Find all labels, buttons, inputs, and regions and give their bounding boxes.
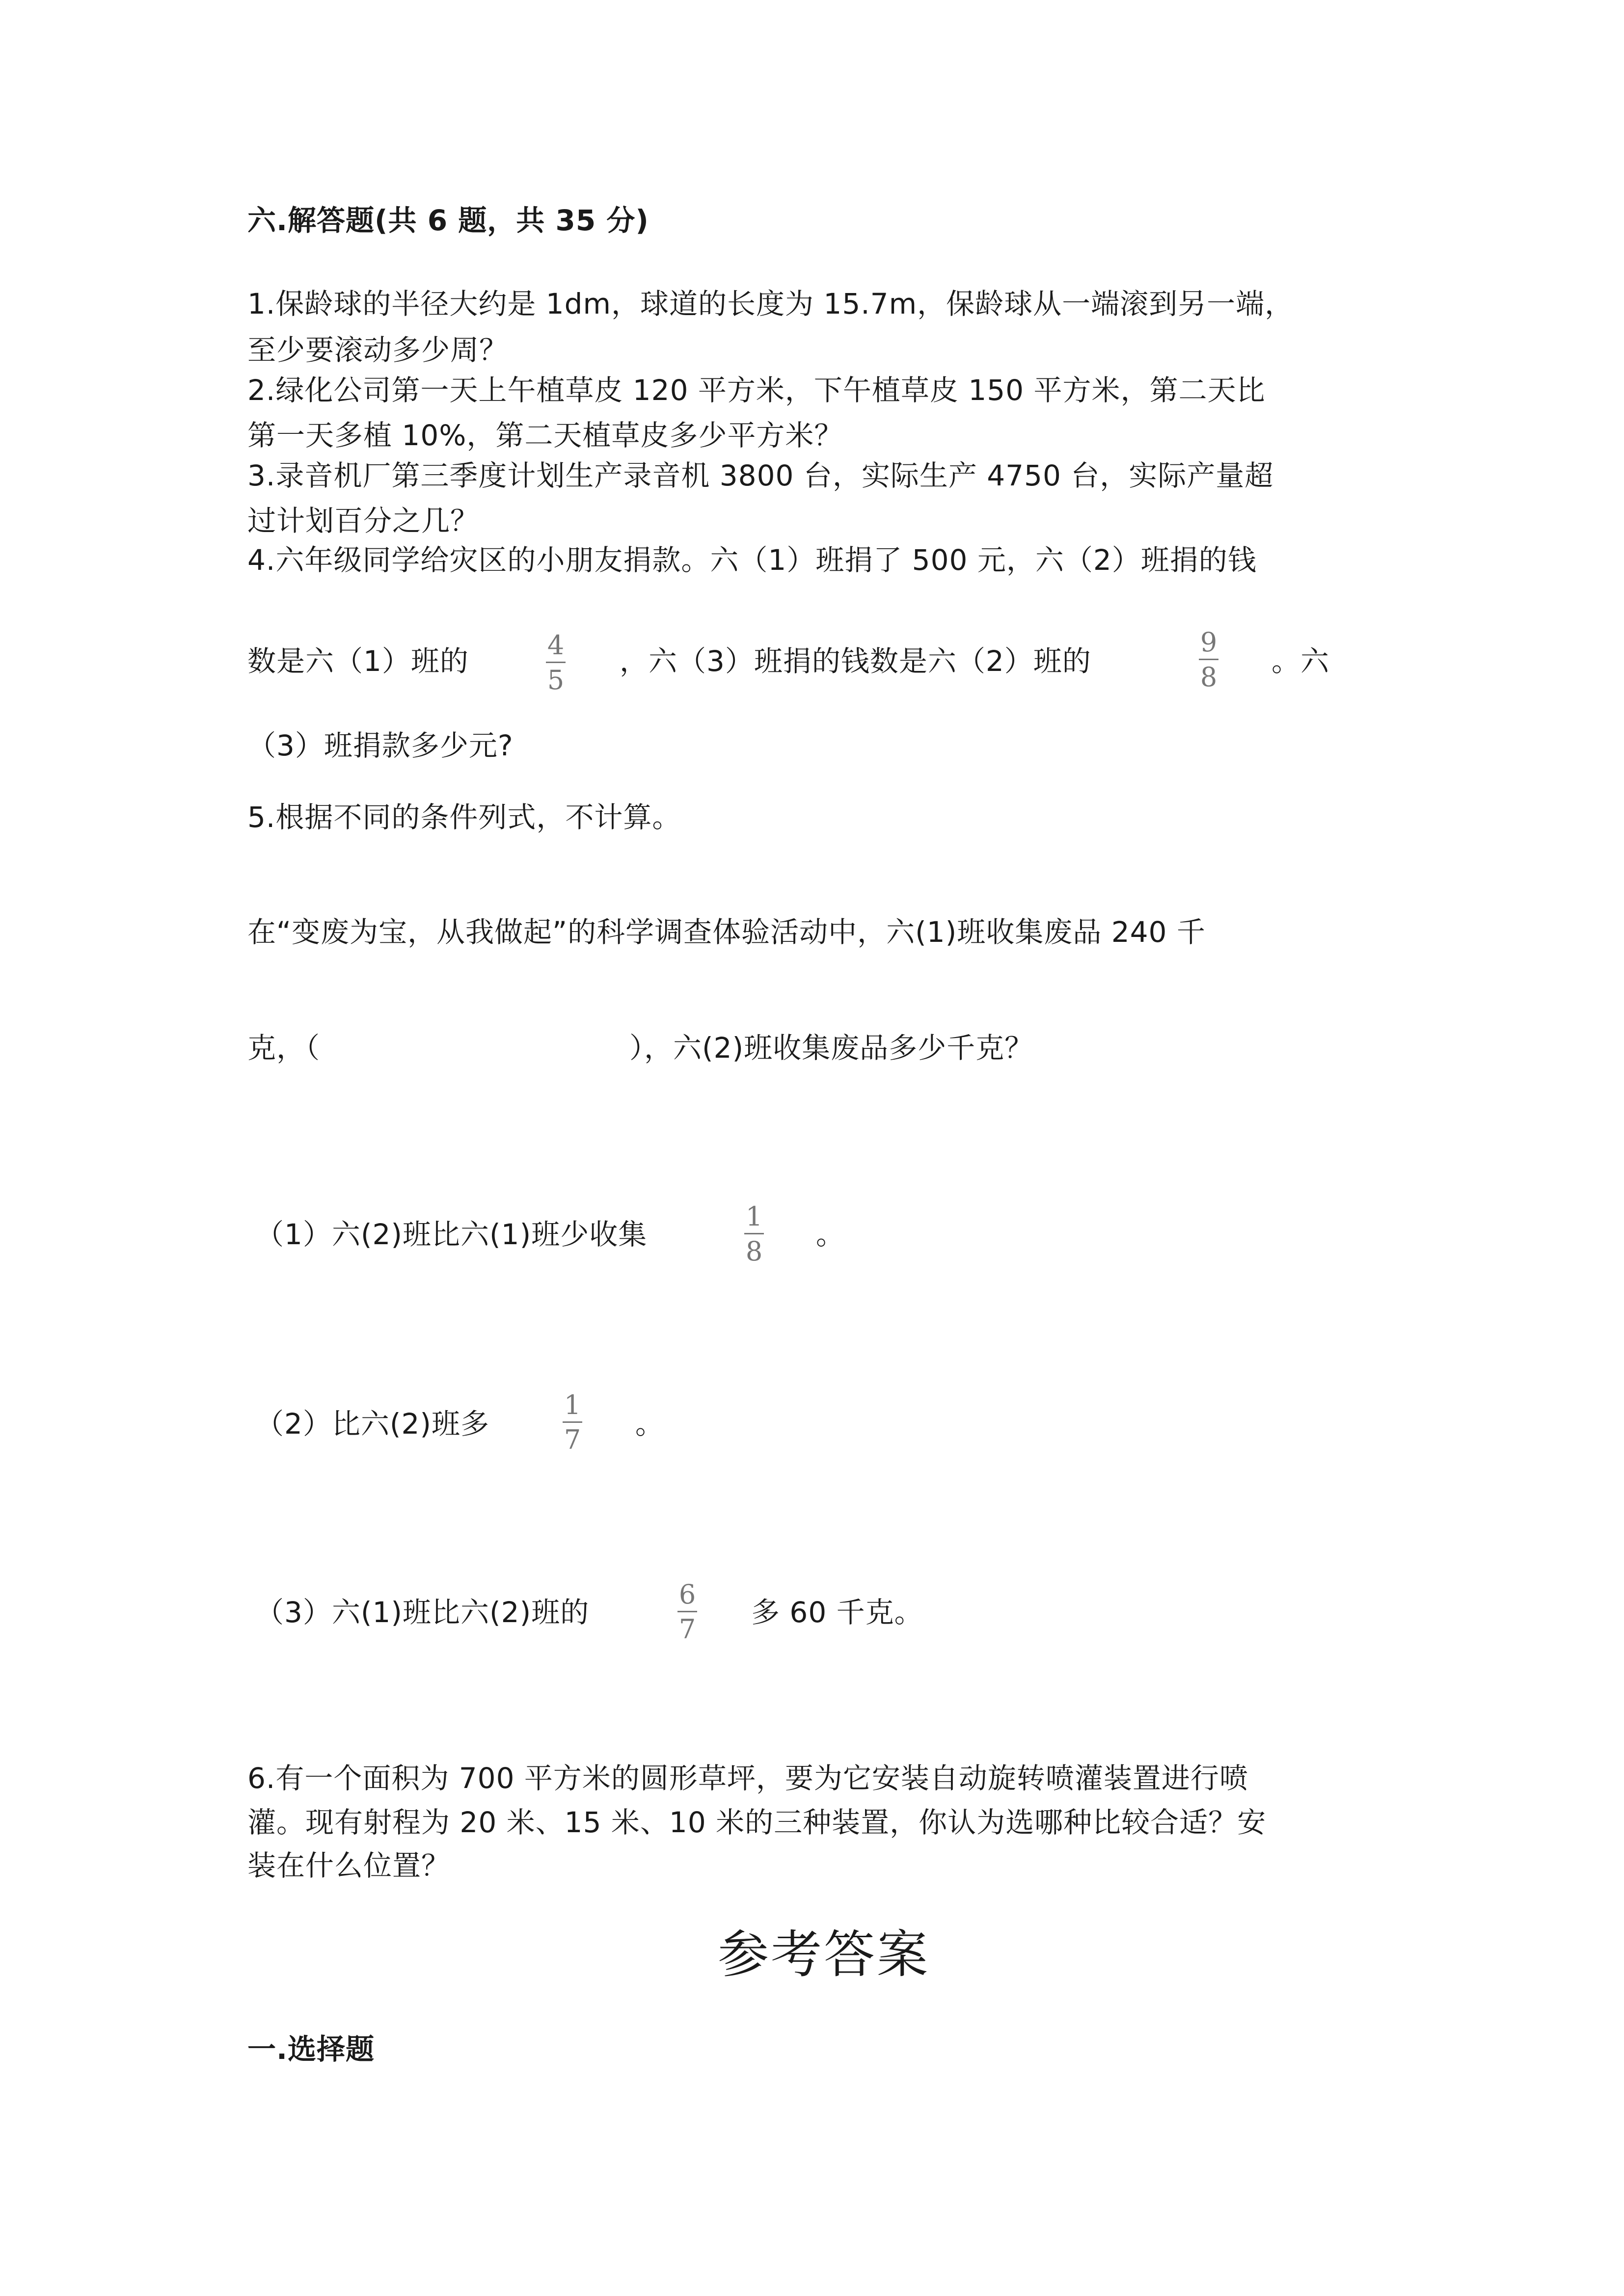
- fraction-denominator: 7: [678, 1614, 696, 1645]
- q4-line-2b: ，六（3）班捐的钱数是六（2）班的: [620, 644, 1091, 678]
- q1-line-1: 1.保龄球的半径大约是 1dm，球道的长度为 15.7m，保龄球从一端滚到另一端，: [247, 287, 1294, 320]
- q5-condition-3-fraction: [672, 1581, 703, 1646]
- q2-line-2: 第一天多植 10%，第二天植草皮多少平方米？: [247, 419, 843, 452]
- fraction-numerator: 6: [678, 1579, 696, 1610]
- q5-line-3a: 克，（: [247, 1031, 321, 1065]
- fraction-bar: [563, 1421, 582, 1423]
- q5-condition-1-end: 。: [816, 1218, 845, 1251]
- q6-line-3: 装在什么位置？: [247, 1849, 451, 1882]
- q5-condition-2-end: 。: [635, 1407, 665, 1441]
- q4-line-1: 4.六年级同学给灾区的小朋友捐款。六（1）班捐了 500 元，六（2）班捐的钱: [247, 543, 1257, 577]
- q4-fraction-4-5: [540, 632, 571, 696]
- fraction-bar: [546, 662, 566, 663]
- q3-line-1: 3.录音机厂第三季度计划生产录音机 3800 台，实际生产 4750 台，实际产量超: [247, 459, 1274, 492]
- q5-condition-1-fraction: [738, 1203, 770, 1268]
- fraction-denominator: 7: [564, 1424, 581, 1455]
- q4-line-2a: 数是六（1）班的: [247, 644, 469, 678]
- q5-line-1: 5.根据不同的条件列式，不计算。: [247, 801, 681, 834]
- fraction-numerator: 1: [564, 1389, 581, 1420]
- q5-line-2: 在“变废为宝，从我做起”的科学调查体验活动中，六(1)班收集废品 240 千: [247, 915, 1206, 949]
- q5-condition-1: （1）六(2)班比六(1)班少收集: [255, 1218, 648, 1251]
- q5-condition-3-end: 多 60 千克。: [751, 1596, 923, 1629]
- q5-line-3b: ），六(2)班收集废品多少千克？: [629, 1031, 1034, 1065]
- q1-line-2: 至少要滚动多少周？: [247, 333, 509, 367]
- fraction-bar: [1199, 659, 1218, 660]
- section-heading: 六.解答题(共 6 题，共 35 分): [247, 204, 649, 237]
- q2-line-1: 2.绿化公司第一天上午植草皮 120 平方米，下午植草皮 150 平方米，第二天比: [247, 374, 1266, 407]
- q4-line-2c: 。六: [1272, 644, 1330, 678]
- answer-title: 参考答案: [718, 1924, 930, 1984]
- q5-condition-2: （2）比六(2)班多: [255, 1407, 490, 1441]
- fraction-numerator: 4: [547, 630, 565, 661]
- q5-condition-3: （3）六(1)班比六(2)班的: [255, 1596, 590, 1629]
- q3-line-2: 过计划百分之几？: [247, 504, 480, 537]
- q5-condition-2-fraction: [557, 1389, 588, 1456]
- fraction-bar: [744, 1233, 764, 1234]
- answer-section-heading: 一.选择题: [247, 2032, 375, 2066]
- fraction-denominator: 8: [1200, 662, 1218, 693]
- q4-line-3: （3）班捐款多少元?: [247, 729, 514, 762]
- fraction-numerator: 1: [745, 1201, 763, 1232]
- q4-fraction-9-8: [1193, 629, 1224, 694]
- fraction-bar: [677, 1611, 697, 1612]
- fraction-numerator: 9: [1200, 627, 1218, 658]
- fraction-denominator: 5: [547, 665, 565, 695]
- q6-line-1: 6.有一个面积为 700 平方米的圆形草坪，要为它安装自动旋转喷灌装置进行喷: [247, 1762, 1248, 1795]
- q6-line-2: 灌。现有射程为 20 米、15 米、10 米的三种装置，你认为选哪种比较合适？安: [247, 1806, 1267, 1839]
- fraction-denominator: 8: [745, 1236, 763, 1267]
